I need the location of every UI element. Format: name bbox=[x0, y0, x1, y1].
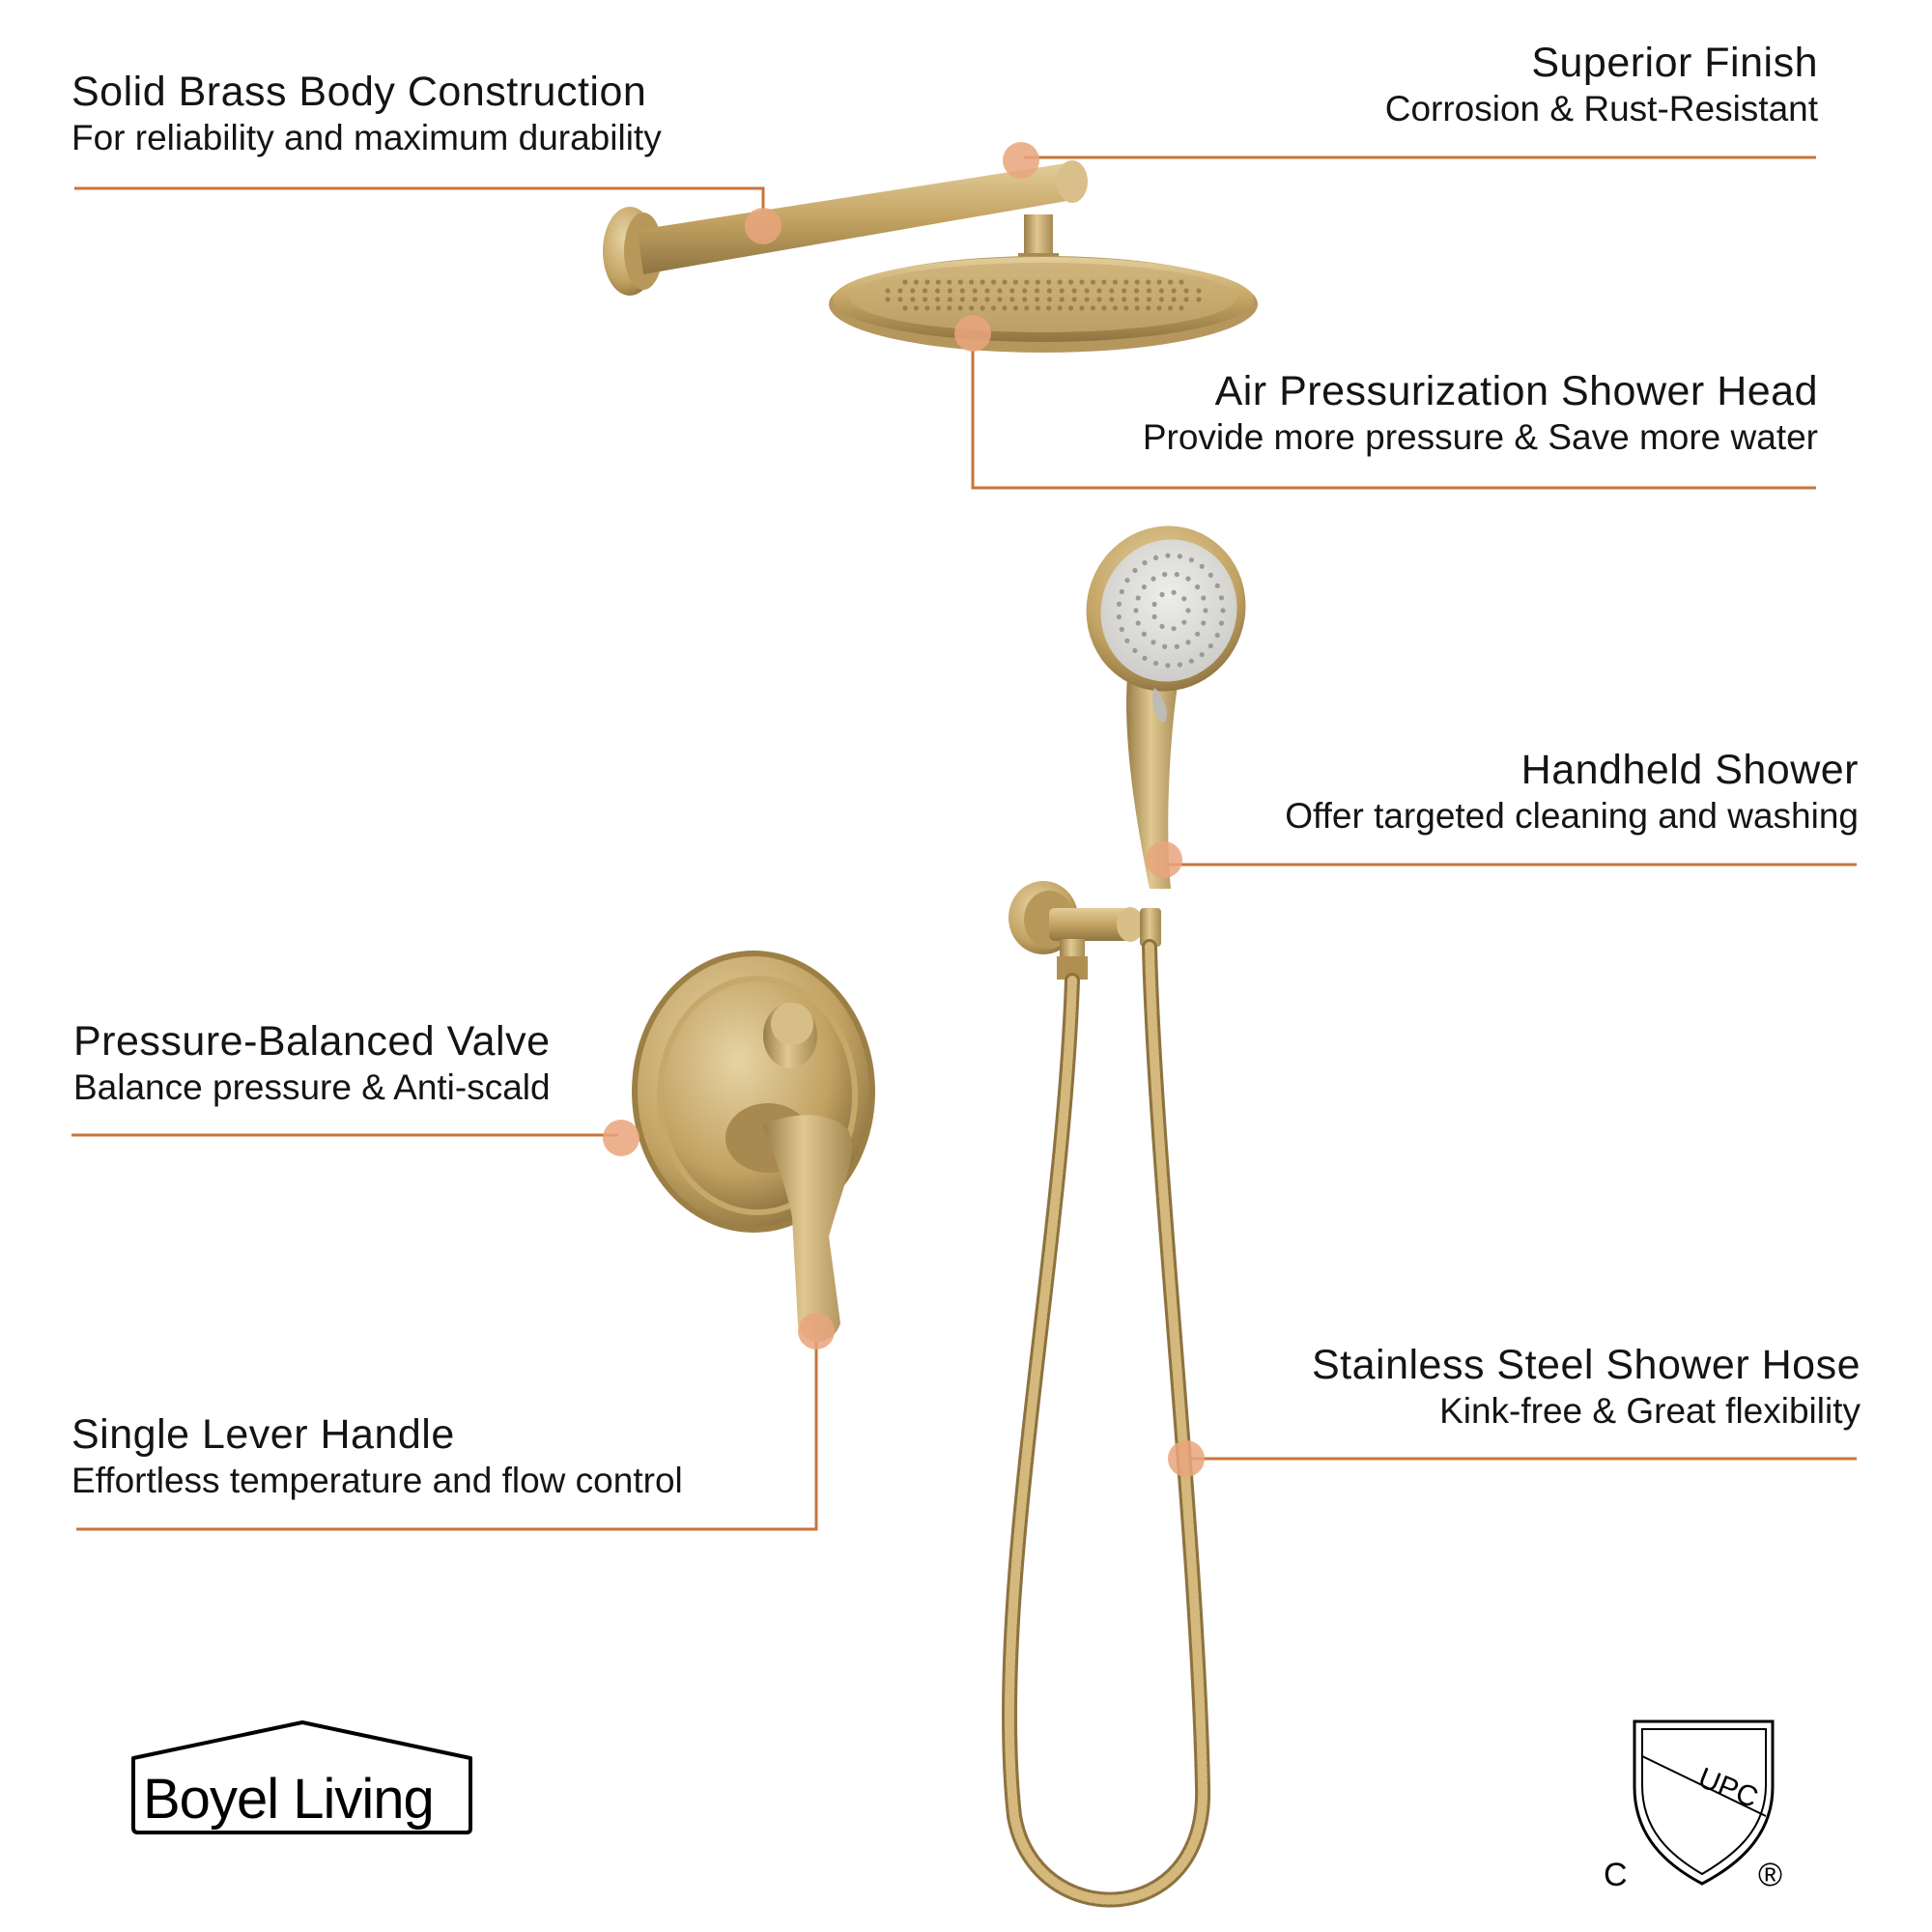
nozzle-dot bbox=[1072, 297, 1077, 301]
hand-nozzle-dot bbox=[1152, 602, 1157, 607]
hand-nozzle-dot bbox=[1162, 644, 1167, 649]
nozzle-dot bbox=[1135, 305, 1140, 310]
nozzle-dot bbox=[1113, 305, 1118, 310]
nozzle-dot bbox=[1196, 288, 1201, 293]
hand-nozzle-dot bbox=[1172, 626, 1177, 631]
hand-nozzle-dot bbox=[1120, 589, 1124, 594]
nozzle-dot bbox=[1147, 288, 1151, 293]
hand-nozzle-dot bbox=[1120, 627, 1124, 632]
nozzle-dot bbox=[1122, 297, 1126, 301]
callout-title: Superior Finish bbox=[1531, 40, 1818, 86]
nozzle-dot bbox=[902, 305, 907, 310]
nozzle-dot bbox=[902, 279, 907, 284]
valve-trim bbox=[632, 951, 875, 1342]
nozzle-dot bbox=[1046, 305, 1051, 310]
callout-superior-finish bbox=[1385, 39, 1818, 131]
registered-mark: ® bbox=[1758, 1857, 1783, 1893]
nozzle-dot bbox=[1146, 305, 1151, 310]
nozzle-dot bbox=[980, 305, 985, 310]
callout-title: Handheld Shower bbox=[1520, 747, 1859, 793]
hand-nozzle-dot bbox=[1200, 564, 1205, 569]
nozzle-dot bbox=[1147, 297, 1151, 301]
hand-nozzle-dot bbox=[1178, 554, 1182, 558]
nozzle-dot bbox=[897, 288, 902, 293]
callout-subtitle: Corrosion & Rust-Resistant bbox=[1384, 89, 1818, 128]
nozzle-dot bbox=[1035, 297, 1039, 301]
nozzle-dot bbox=[1035, 288, 1039, 293]
hand-nozzle-dot bbox=[1153, 555, 1158, 560]
nozzle-dot bbox=[924, 305, 929, 310]
hand-nozzle-dot bbox=[1185, 608, 1190, 612]
marker-shower-head bbox=[954, 315, 991, 352]
hand-nozzle-dot bbox=[1124, 639, 1129, 643]
hand-nozzle-dot bbox=[1142, 656, 1147, 661]
hand-nozzle-dot bbox=[1181, 620, 1186, 625]
nozzle-dot bbox=[914, 305, 919, 310]
nozzle-dot bbox=[947, 279, 952, 284]
hand-nozzle-dot bbox=[1181, 596, 1186, 601]
nozzle-dot bbox=[991, 305, 996, 310]
nozzle-dot bbox=[997, 288, 1002, 293]
hand-nozzle-dot bbox=[1142, 584, 1147, 589]
nozzle-dot bbox=[980, 279, 985, 284]
nozzle-dot bbox=[885, 297, 890, 301]
nozzle-dot bbox=[1022, 297, 1027, 301]
nozzle-dot bbox=[1072, 288, 1077, 293]
nozzle-dot bbox=[936, 305, 941, 310]
nozzle-dot bbox=[1060, 297, 1065, 301]
nozzle-dot bbox=[1159, 288, 1164, 293]
nozzle-dot bbox=[1085, 297, 1090, 301]
callout-title: Solid Brass Body Construction bbox=[71, 69, 647, 115]
nozzle-dot bbox=[885, 288, 890, 293]
nozzle-dot bbox=[1123, 305, 1128, 310]
callout-brass-body bbox=[71, 68, 662, 160]
nozzle-dot bbox=[1058, 279, 1063, 284]
nozzle-dot bbox=[1157, 279, 1162, 284]
hand-nozzle-dot bbox=[1219, 595, 1224, 600]
upc-c-letter: C bbox=[1604, 1857, 1628, 1893]
hand-nozzle-dot bbox=[1201, 620, 1206, 625]
nozzle-dot bbox=[1009, 288, 1014, 293]
marker-lever bbox=[798, 1313, 835, 1350]
hand-nozzle-dot bbox=[1195, 632, 1200, 637]
nozzle-dot bbox=[997, 297, 1002, 301]
nozzle-dot bbox=[1109, 288, 1114, 293]
nozzle-dot bbox=[948, 288, 952, 293]
nozzle-dot bbox=[1172, 297, 1177, 301]
upc-certification-mark bbox=[1604, 1719, 1797, 1893]
callout-shower-hose bbox=[1312, 1341, 1861, 1434]
callout-subtitle: Provide more pressure & Save more water bbox=[1142, 417, 1818, 457]
nozzle-dot bbox=[1113, 279, 1118, 284]
wall-outlet-holder bbox=[1009, 881, 1161, 980]
callout-title: Pressure-Balanced Valve bbox=[73, 1018, 551, 1065]
callout-subtitle: Effortless temperature and flow control bbox=[71, 1461, 683, 1500]
nozzle-dot bbox=[1085, 288, 1090, 293]
hand-nozzle-dot bbox=[1220, 608, 1225, 612]
shower-hose bbox=[1009, 947, 1203, 1900]
hand-nozzle-dot bbox=[1117, 602, 1122, 607]
nozzle-dot bbox=[1096, 297, 1101, 301]
nozzle-dot bbox=[1179, 305, 1183, 310]
hand-nozzle-dot bbox=[1136, 595, 1141, 600]
callout-subtitle: Offer targeted cleaning and washing bbox=[1285, 796, 1859, 836]
callout-lever-handle bbox=[71, 1410, 683, 1503]
hand-nozzle-dot bbox=[1215, 583, 1220, 588]
hand-nozzle-dot bbox=[1132, 648, 1137, 653]
nozzle-dot bbox=[1047, 297, 1052, 301]
nozzle-dot bbox=[1134, 288, 1139, 293]
nozzle-dot bbox=[1013, 279, 1018, 284]
nozzle-dot bbox=[958, 305, 963, 310]
nozzle-dot bbox=[969, 305, 974, 310]
handheld-shower bbox=[1064, 503, 1269, 889]
callout-pressure-valve bbox=[73, 1017, 551, 1110]
hand-nozzle-dot bbox=[1117, 614, 1122, 619]
leader-line-brass bbox=[74, 188, 763, 224]
hand-nozzle-dot bbox=[1208, 573, 1213, 578]
nozzle-dot bbox=[1101, 305, 1106, 310]
nozzle-dot bbox=[1172, 288, 1177, 293]
hand-nozzle-dot bbox=[1151, 577, 1155, 582]
callout-title: Stainless Steel Shower Hose bbox=[1311, 1342, 1861, 1388]
nozzle-dot bbox=[1159, 297, 1164, 301]
nozzle-dot bbox=[1101, 279, 1106, 284]
marker-brass bbox=[745, 208, 781, 244]
nozzle-dot bbox=[1157, 305, 1162, 310]
nozzle-dot bbox=[1068, 305, 1073, 310]
marker-valve bbox=[603, 1120, 639, 1156]
nozzle-dot bbox=[1036, 305, 1040, 310]
nozzle-dot bbox=[1109, 297, 1114, 301]
nozzle-dot bbox=[1024, 305, 1029, 310]
nozzle-dot bbox=[1135, 279, 1140, 284]
nozzle-dot bbox=[1168, 279, 1173, 284]
hand-nozzle-dot bbox=[1172, 590, 1177, 595]
hand-nozzle-dot bbox=[1201, 595, 1206, 600]
nozzle-dot bbox=[1002, 305, 1007, 310]
hand-nozzle-dot bbox=[1219, 621, 1224, 626]
hand-nozzle-dot bbox=[1162, 572, 1167, 577]
nozzle-dot bbox=[1134, 297, 1139, 301]
callout-title: Air Pressurization Shower Head bbox=[1214, 368, 1818, 414]
hand-nozzle-dot bbox=[1200, 652, 1205, 657]
nozzle-dot bbox=[947, 305, 952, 310]
nozzle-dot bbox=[1068, 279, 1073, 284]
marker-handheld bbox=[1146, 841, 1182, 878]
nozzle-dot bbox=[1168, 305, 1173, 310]
upc-letters: UPC bbox=[1693, 1761, 1763, 1815]
hand-nozzle-dot bbox=[1132, 568, 1137, 573]
hand-nozzle-dot bbox=[1178, 663, 1182, 668]
nozzle-dot bbox=[1179, 279, 1183, 284]
nozzle-dot bbox=[1146, 279, 1151, 284]
nozzle-dot bbox=[960, 297, 965, 301]
hand-nozzle-dot bbox=[1185, 577, 1190, 582]
hand-nozzle-dot bbox=[1175, 644, 1179, 649]
nozzle-dot bbox=[1002, 279, 1007, 284]
nozzle-dot bbox=[910, 297, 915, 301]
nozzle-dot bbox=[1058, 305, 1063, 310]
hand-nozzle-dot bbox=[1175, 572, 1179, 577]
nozzle-dot bbox=[923, 297, 927, 301]
nozzle-dot bbox=[973, 297, 978, 301]
callout-subtitle: For reliability and maximum durability bbox=[71, 118, 662, 157]
nozzle-dot bbox=[1123, 279, 1128, 284]
hand-nozzle-dot bbox=[1165, 663, 1170, 668]
leader-lines bbox=[71, 157, 1857, 1529]
nozzle-dot bbox=[991, 279, 996, 284]
hand-nozzle-dot bbox=[1142, 632, 1147, 637]
nozzle-dot bbox=[948, 297, 952, 301]
hand-nozzle-dot bbox=[1133, 608, 1138, 612]
nozzle-dot bbox=[924, 279, 929, 284]
hand-nozzle-dot bbox=[1203, 608, 1208, 612]
hand-nozzle-dot bbox=[1165, 554, 1170, 558]
nozzle-dot bbox=[958, 279, 963, 284]
callout-subtitle: Kink-free & Great flexibility bbox=[1439, 1391, 1861, 1431]
nozzle-dot bbox=[1096, 288, 1101, 293]
nozzle-dot bbox=[984, 297, 989, 301]
nozzle-dot bbox=[973, 288, 978, 293]
callout-shower-head bbox=[1143, 367, 1818, 460]
nozzle-dot bbox=[960, 288, 965, 293]
hand-nozzle-dot bbox=[1152, 614, 1157, 619]
nozzle-dot bbox=[897, 297, 902, 301]
hand-nozzle-dot bbox=[1136, 620, 1141, 625]
nozzle-dot bbox=[923, 288, 927, 293]
nozzle-dot bbox=[1184, 297, 1189, 301]
nozzle-dot bbox=[1196, 297, 1201, 301]
hand-nozzle-dot bbox=[1159, 624, 1164, 629]
nozzle-dot bbox=[1036, 279, 1040, 284]
nozzle-dot bbox=[1024, 279, 1029, 284]
callout-handheld-shower bbox=[1285, 746, 1859, 838]
nozzle-dot bbox=[1047, 288, 1052, 293]
nozzle-dot bbox=[1060, 288, 1065, 293]
nozzle-dot bbox=[1013, 305, 1018, 310]
hand-nozzle-dot bbox=[1153, 661, 1158, 666]
nozzle-dot bbox=[969, 279, 974, 284]
hand-nozzle-dot bbox=[1215, 633, 1220, 638]
marker-hose bbox=[1168, 1440, 1205, 1477]
brand-logo-text: Boyel Living bbox=[143, 1768, 434, 1831]
nozzle-dot bbox=[936, 279, 941, 284]
nozzle-dot bbox=[984, 288, 989, 293]
nozzle-dot bbox=[1009, 297, 1014, 301]
nozzle-dot bbox=[935, 297, 940, 301]
nozzle-dot bbox=[1122, 288, 1126, 293]
nozzle-dot bbox=[1184, 288, 1189, 293]
hand-nozzle-dot bbox=[1142, 560, 1147, 565]
callout-subtitle: Balance pressure & Anti-scald bbox=[73, 1067, 551, 1107]
nozzle-dot bbox=[1091, 279, 1095, 284]
hand-nozzle-dot bbox=[1159, 592, 1164, 597]
rain-shower-head bbox=[829, 256, 1258, 353]
callout-title: Single Lever Handle bbox=[71, 1411, 455, 1458]
nozzle-dot bbox=[1079, 279, 1084, 284]
nozzle-dot bbox=[1022, 288, 1027, 293]
hand-nozzle-dot bbox=[1189, 659, 1194, 664]
nozzle-dot bbox=[910, 288, 915, 293]
hand-nozzle-dot bbox=[1208, 643, 1213, 648]
hand-nozzle-dot bbox=[1124, 578, 1129, 582]
nozzle-dot bbox=[1091, 305, 1095, 310]
nozzle-dot bbox=[1079, 305, 1084, 310]
hand-nozzle-dot bbox=[1189, 557, 1194, 562]
hand-nozzle-dot bbox=[1151, 639, 1155, 644]
nozzle-dot bbox=[1046, 279, 1051, 284]
marker-finish bbox=[1003, 142, 1039, 179]
hand-nozzle-dot bbox=[1185, 639, 1190, 644]
nozzle-dot bbox=[914, 279, 919, 284]
hand-nozzle-dot bbox=[1195, 584, 1200, 589]
nozzle-dot bbox=[935, 288, 940, 293]
